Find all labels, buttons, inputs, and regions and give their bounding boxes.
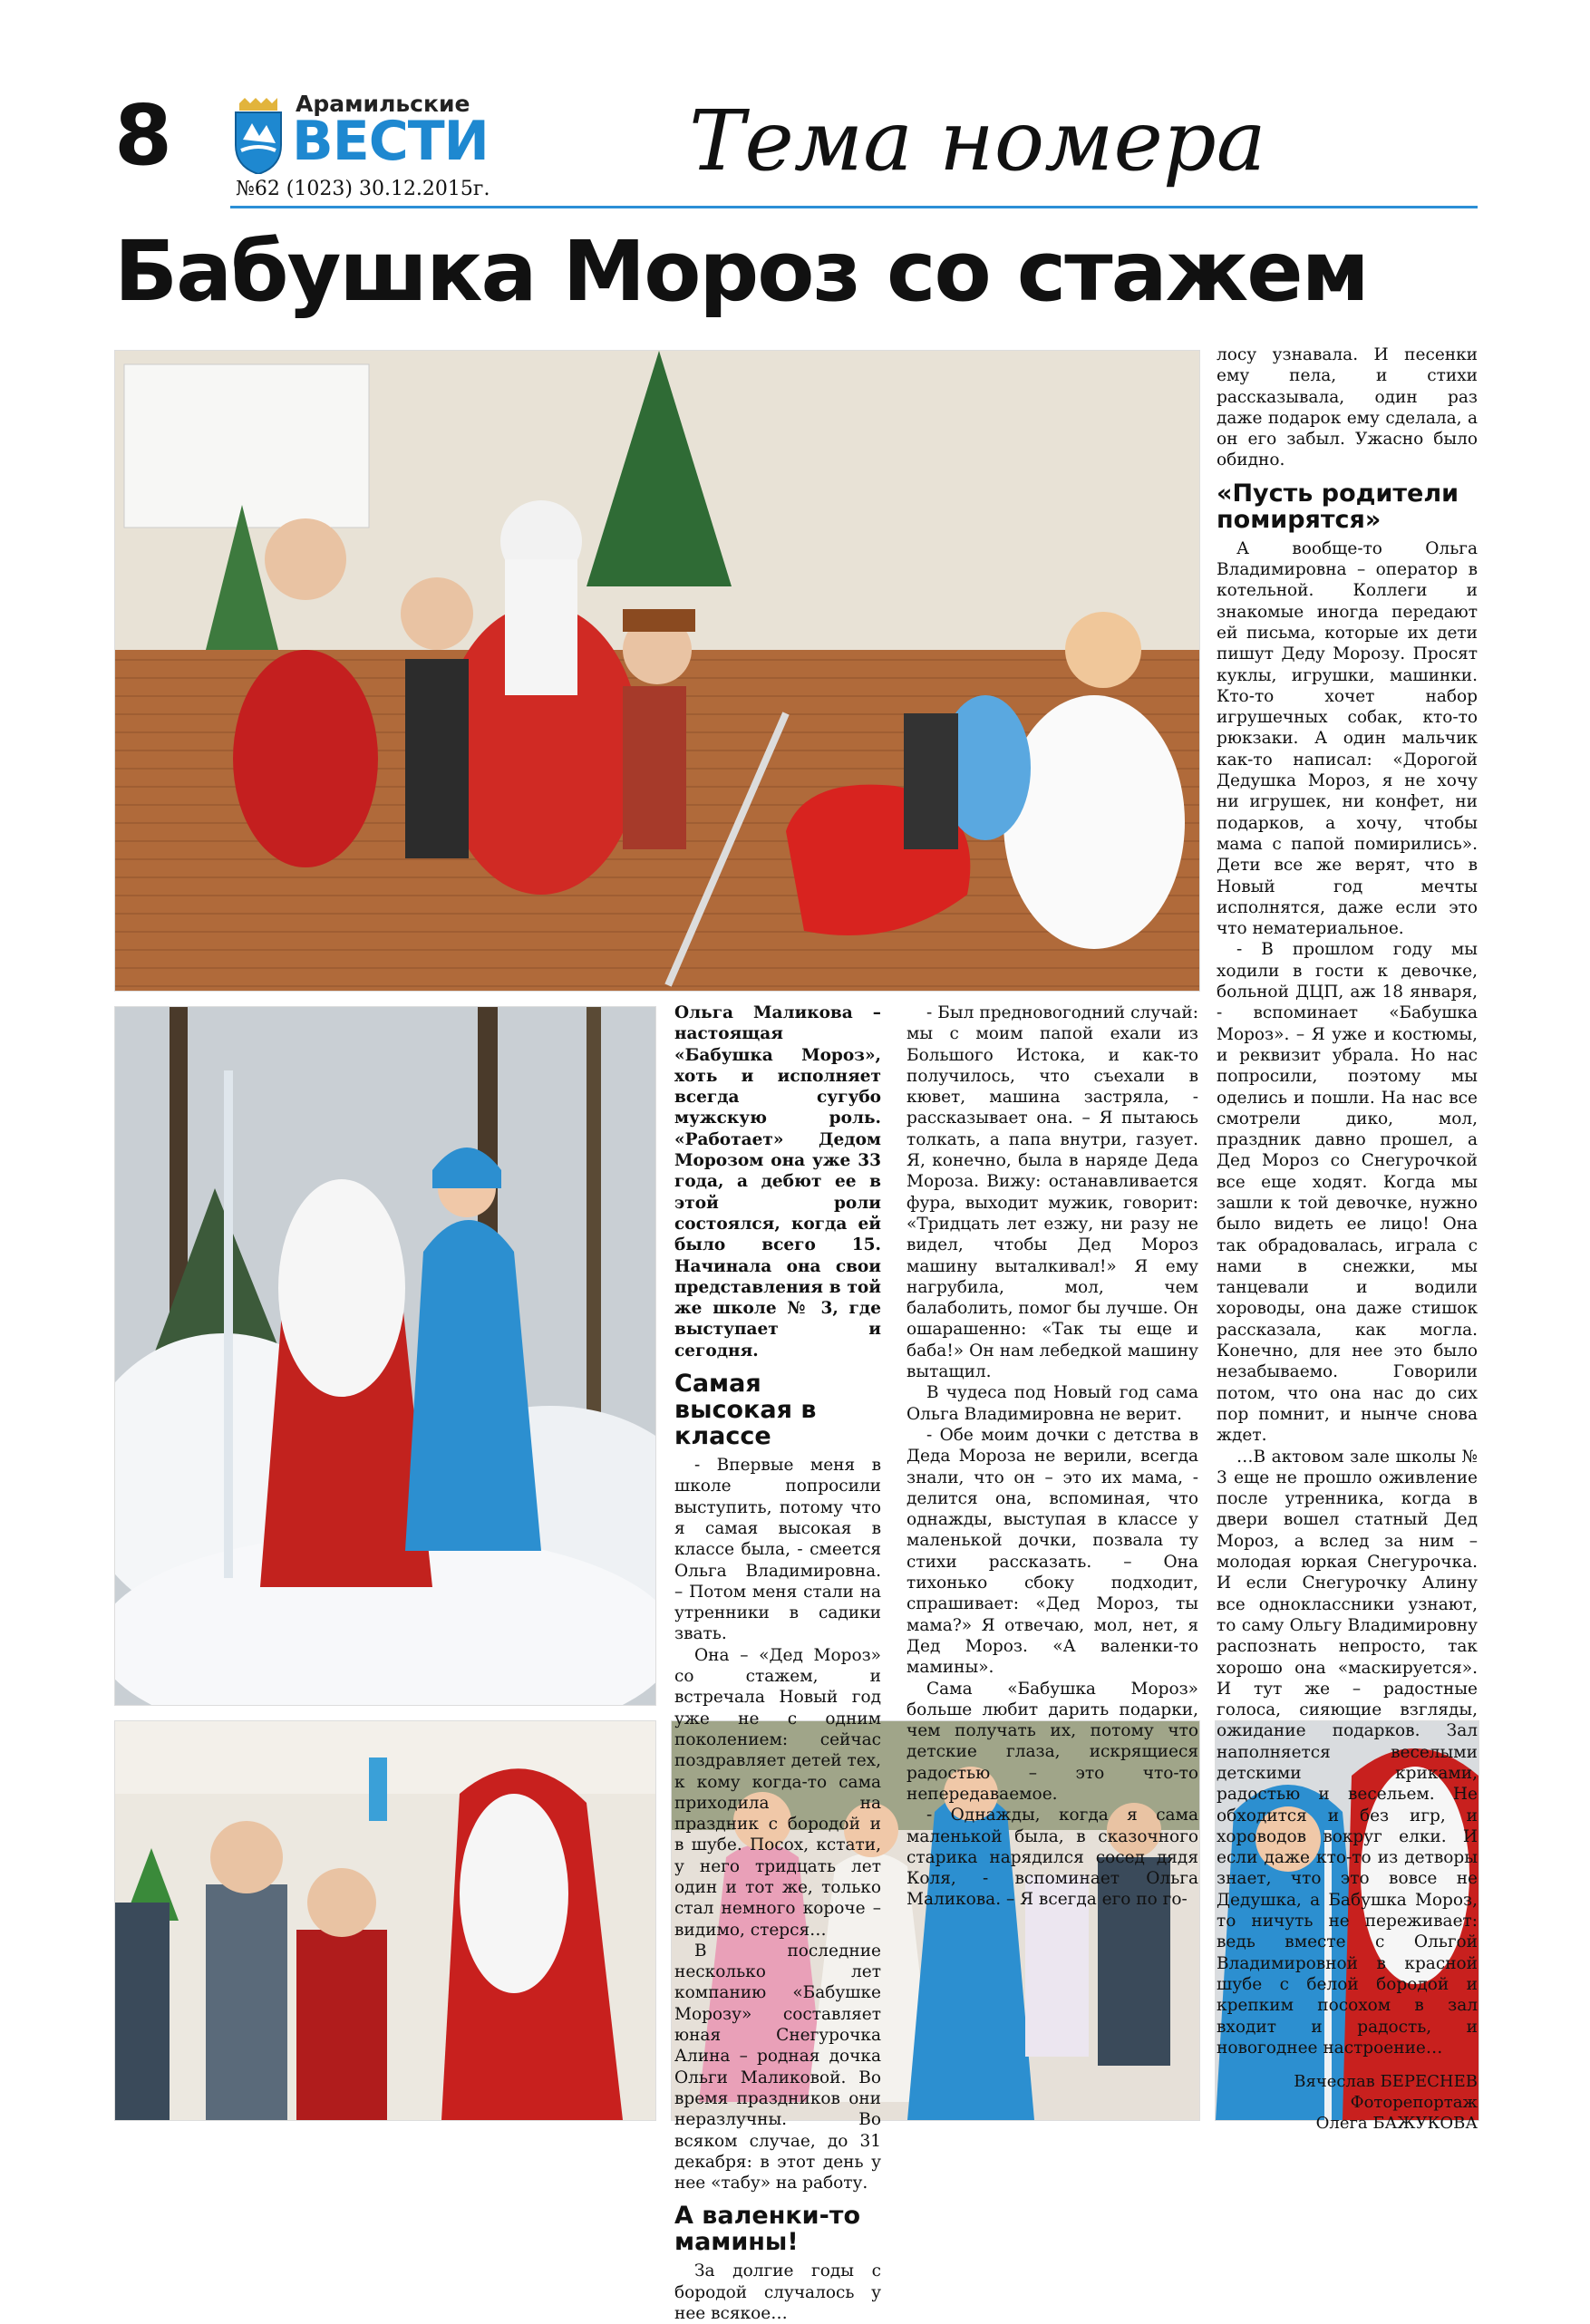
issue-info: №62 (1023) 30.12.2015г. xyxy=(236,178,490,200)
paragraph: В последние несколько лет компанию «Бабушке Морозу» составляет юная Снегурочка Алина – родная дочка Ольги Маликовой. Во время праздников они неразлучны. Во всяком случае, до 31 декабря: в этот день у нее «табу» на работу. xyxy=(674,1941,881,2193)
paragraph: В чудеса под Новый год сама Ольга Владимировна не верит. xyxy=(906,1383,1198,1424)
paragraph: - В прошлом году мы ходили в гости к девочке, больной ДЦП, аж 18 января, - вспоминает «Бабушка Мороз». – Я уже и костюмы, и реквизит убрала. Но нас попросили, поэтому мы оделись и пошли. На нас все смотрели дико, мол, праздник давно прошел, а Дед Мороз со Снегурочкой все еще ходят. Когда мы зашли к той девочке, нужно было видеть ее лицо! Она так обрадовалась, играла с нами в снежки, мы танцевали и водили хороводы, она даже стишок рассказала, как могла. Конечно, для нее это было незабываемо. Говорили потом, что она нас до сих пор помнит, и нынче снова ждет. xyxy=(1217,940,1478,1446)
section-rubric: Тема номера xyxy=(689,92,1266,189)
logo-title: ВЕСТИ xyxy=(292,110,489,173)
article-lead: Ольга Маликова – настоящая «Бабушка Мороз», хоть и исполняет всегда сугубо мужскую роль. «Работает» Дедом Морозом она уже 33 года, а дебют ее в этой роли состоялся, когда ей было всего 15. Начинала она свои представления в той же школе № 3, где выступает и сегодня. xyxy=(674,1003,881,1361)
photographer-credit: Олега БАЖУКОВА xyxy=(1315,2114,1478,2134)
paragraph: - Был предновогодний случай: мы с моим папой ехали из Большого Истока, и как-то получилось, что съехали в кювет, машина застряла, - рассказывает она. – Я пытаюсь толкать, а папа внутри, газует. Я, конечно, была в наряде Деда Мороза. Вижу: останавливается фура, выходит мужик, говорит: «Тридцать лет езжу, ни разу не видел, чтобы Дед Мороз машину выталкивал!» Я ему нагрубила, мол, чем балаболить, помог бы лучше. Он ошарашенно: «Так ты еще и баба!» Он нам лебедкой машину вытащил. xyxy=(906,1003,1198,1382)
subheading-valenki: А валенки-то мамины! xyxy=(674,2202,860,2257)
paragraph: - Впервые меня в школе попросили выступить, потому что я самая высокая в классе была, - смеется Ольга Владимировна. – Потом меня стали на утренники в садики звать. xyxy=(674,1456,881,1644)
photo-main-school-hall[interactable] xyxy=(114,350,1200,992)
page-number: 8 xyxy=(114,87,173,184)
header-rule xyxy=(230,206,1478,208)
paragraph: - Однажды, когда я сама маленькой была, в сказочного старика нарядился сосед дядя Коля, - вспоминает Ольга Маликова. – Я всегда его по го- xyxy=(906,1806,1198,1910)
column-1 xyxy=(674,1002,881,2324)
subheading-tallest: Самая высокая в классе xyxy=(674,1370,817,1451)
author-credit: Вячеслав БЕРЕСНЕВ xyxy=(1294,2072,1478,2092)
paragraph: Она – «Дед Мороз» со стажем, и встречала Новый год уже не с одним поколением: сейчас поздравляет детей тех, к кому когда-то сама приходила на праздник с бородой и в шубе. Посох, кстати, у него тридцать лет один и тот же, только стал немного короче – видимо, стерся… xyxy=(674,1645,881,1940)
photo-report-label: Фоторепортаж xyxy=(1350,2093,1478,2113)
photo-santa-snowmaiden-forest[interactable] xyxy=(114,1006,656,1706)
column-3 xyxy=(1217,344,1478,2134)
city-crest-icon xyxy=(232,98,285,174)
paragraph: - Обе моим дочки с детства в Деда Мороза не верили, всегда знали, что он – это их мама, - делится она, вспоминая, что однажды, выступая в классе у маленькой дочки, позвала ту стихи рассказать. – Она тихонько сбоку подходит, спрашивает: «Дед Мороз, ты мама?» Я отвечаю, мол, нет, я Дед Мороз. «А валенки-то мамины». xyxy=(906,1425,1198,1678)
logo-town: Арамильские xyxy=(296,91,470,117)
subheading-parents: «Пусть родители помирятся» xyxy=(1217,479,1459,534)
paragraph: За долгие годы с бородой случалось у нее всякое… xyxy=(674,2261,881,2324)
article-headline: Бабушка Мороз со стажем xyxy=(114,223,1368,320)
paragraph: Сама «Бабушка Мороз» больше любит дарить подарки, чем получать их, потому что детские глаза, искрящиеся радостью – это что-то непередаваемое. xyxy=(906,1679,1198,1804)
column-2 xyxy=(906,1002,1198,1911)
paragraph: лосу узнавала. И песенки ему пела, и стихи рассказывала, один раз даже подарок ему сделала, а он его забыл. Ужасно было обидно. xyxy=(1217,345,1478,470)
photo-santa-with-boys[interactable] xyxy=(114,1720,656,2121)
paragraph: А вообще-то Ольга Владимировна – оператор в котельной. Коллеги и знакомые иногда передают ей письма, которые их дети пишут Деду Морозу. Просят куклы, игрушки, машинки. Кто-то хочет набор игрушечных собак, кто-то рюкзаки. А один мальчик как-то написал: «Дорогой Дедушка Мороз, я не хочу ни игрушек, ни конфет, ни подарков, а хочу, чтобы мама с папой помирились». Дети все же верят, что в Новый год мечты исполнятся, даже если это что нематериальное. xyxy=(1217,538,1478,939)
paragraph: …В актовом зале школы № 3 еще не прошло оживление после утренника, когда в двери вошел статный Дед Мороз, а вслед за ним – молодая юркая Снегурочка. И если Снегурочку Алину все одноклассники узнают, то саму Ольгу Владимировну распознать непросто, так хорошо она «маскируется». И тут же – радостные голоса, сияющие взгляды, ожидание подарков. Зал наполняется веселыми детскими криками, радостью и весельем. Не обходится и без игр, и хороводов вокруг елки. И если даже кто-то из детворы знает, что это вовсе не Дедушка, а Бабушка Мороз, то ничуть не переживает: ведь вместе с Ольгой Владимировной в красной шубе с белой бородой и крепким посохом в зал входит и радость, и новогоднее настроение… xyxy=(1217,1447,1478,2058)
